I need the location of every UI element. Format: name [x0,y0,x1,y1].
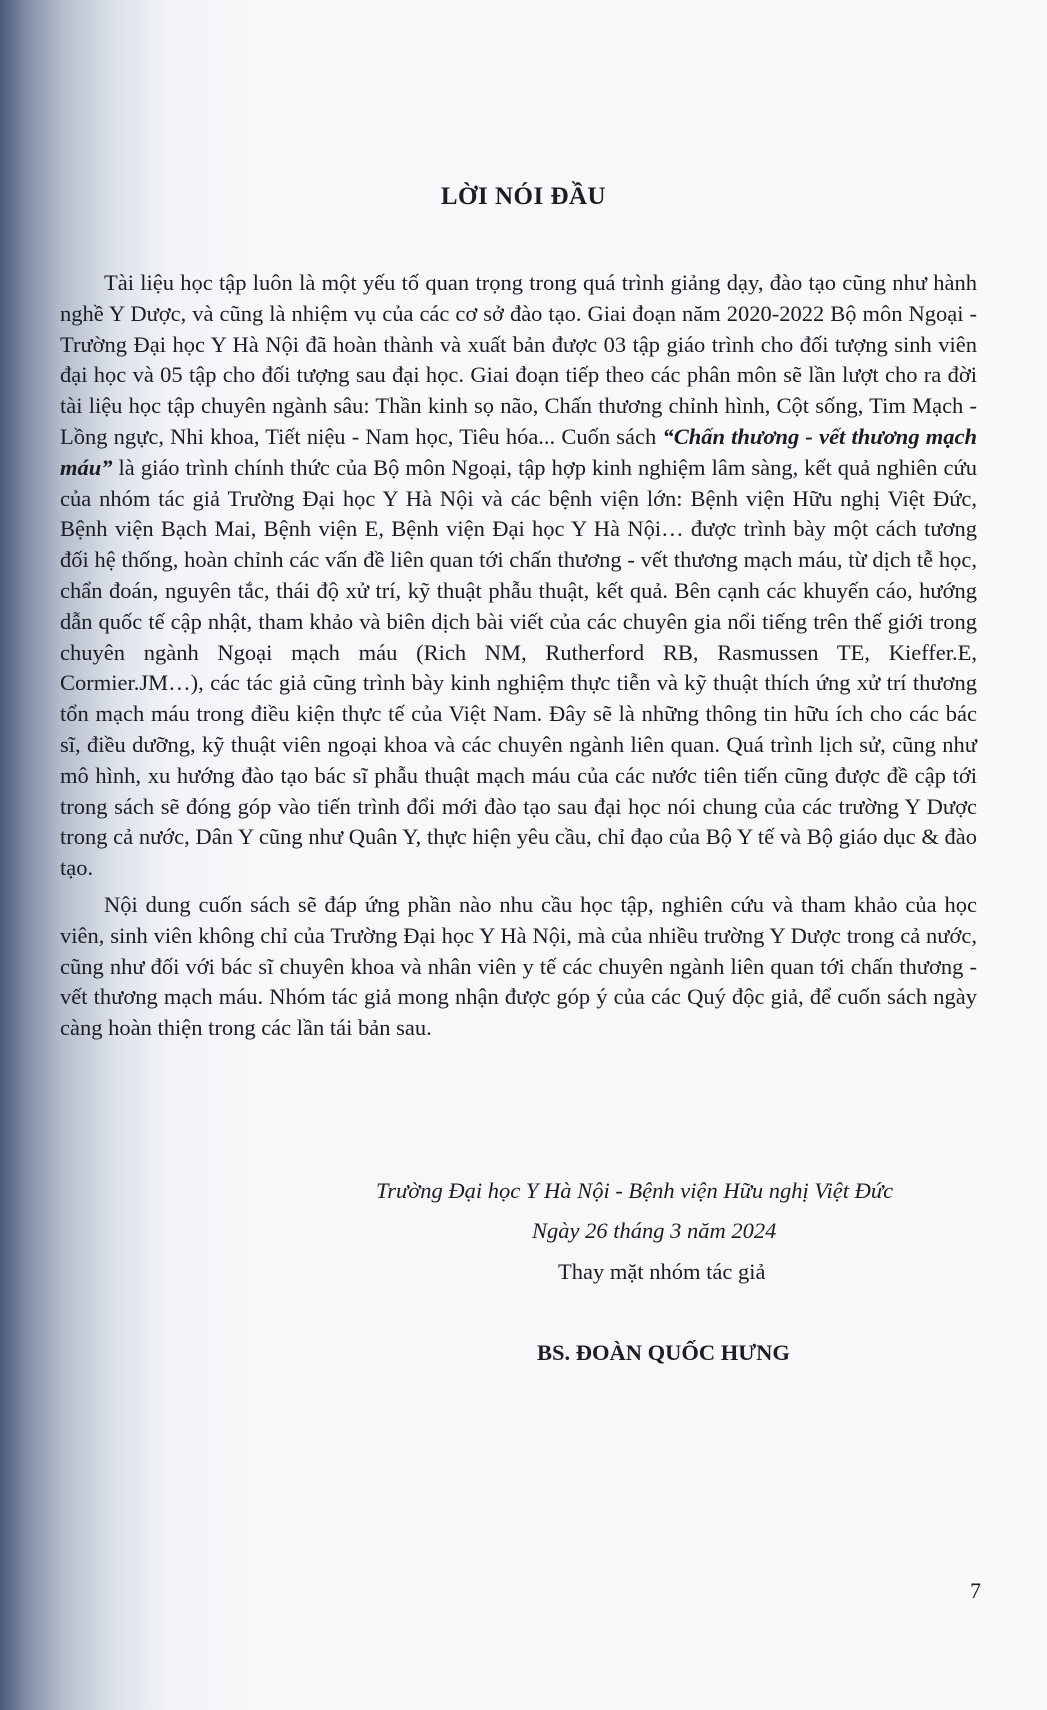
signature-name: BS. ĐOÀN QUỐC HƯNG [537,1340,790,1365]
preface-body [60,268,977,1044]
book-title: “Chấn thương - vết thương mạch máu” [60,423,977,480]
page-number: 7 [970,1578,981,1603]
paragraph-1-text-start: Tài liệu học tập luôn là một yếu tố quan trọng trong quá trình giảng dạy, đào tạo cũng như hành nghề Y Dược, và cũng là nhiệm vụ của các cơ sở đào tạo. Giai đoạn năm 2020-2022 Bộ môn Ngoại - Trường Đại học Y Hà Nội đã hoàn thành và xuất bản được 03 tập giáo trình cho đối tượng sinh viên đại học và 05 tập cho đối tượng sau đại học. Giai đoạn tiếp theo các phân môn sẽ lần lượt cho ra đời tài liệu học tập chuyên ngành sâu: Thần kinh sọ não, Chấn thương chỉnh hình, Cột sống, Tim Mạch - Lồng ngực, Nhi khoa, Tiết niệu - Nam học, Tiêu hóa... Cuốn sách [60,270,977,449]
paragraph-1-text-end: là giáo trình chính thức của Bộ môn Ngoại, tập hợp kinh nghiệm lâm sàng, kết quả nghiên cứu của nhóm tác giả Trường Đại học Y Hà Nội và các bệnh viện lớn: Bệnh viện Hữu nghị Việt Đức, Bệnh viện Bạch Mai, Bệnh viện E, Bệnh viện Đại học Y Hà Nội… được trình bày một cách tương đối hệ thống, hoàn chỉnh các vấn đề liên quan tới chấn thương - vết thương mạch máu, từ dịch tễ học, chẩn đoán, nguyên tắc, thái độ xử trí, kỹ thuật phẫu thuật, kết quả. Bên cạnh các khuyến cáo, hướng dẫn quốc tế cập nhật, tham khảo và biên dịch bài viết của các chuyên gia nổi tiếng trên thế giới trong chuyên ngành Ngoại mạch máu (Rich NM, Rutherford RB, Rasmussen TE, Kieffer.E, Cormier.JM…), các tác giả cũng trình bày kinh nghiệm thực tiễn và kỹ thuật thích ứng xử trí thương tổn mạch máu trong điều kiện thực tế của Việt Nam. Đây sẽ là những thông tin hữu ích cho các bác sĩ, điều dưỡng, kỹ thuật viên ngoại khoa và các chuyên ngành liên quan. Quá trình lịch sử, cũng như mô hình, xu hướng đào tạo bác sĩ phẫu thuật mạch máu của các nước tiên tiến cũng được đề cập tới trong sách sẽ đóng góp vào tiến trình đổi mới đào tạo sau đại học nói chung của các trường Y Dược trong cả nước, Dân Y cũng như Quân Y, thực hiện yêu cầu, chỉ đạo của Bộ Y tế và Bộ giáo dục & đào tạo. [60,454,977,881]
signature-institution: Trường Đại học Y Hà Nội - Bệnh viện Hữu nghị Việt Đức [376,1178,894,1203]
paragraph-1 [60,268,977,884]
page-title: LỜI NÓI ĐẦU [440,183,607,210]
paragraph-2: Nội dung cuốn sách sẽ đáp ứng phần nào nhu cầu học tập, nghiên cứu và tham khảo của học viên, sinh viên không chỉ của Trường Đại học Y Hà Nội, mà của nhiều trường Y Dược trong cả nước, cũng như đối với bác sĩ chuyên khoa và nhân viên y tế các chuyên ngành liên quan tới chấn thương - vết thương mạch máu. Nhóm tác giả mong nhận được góp ý của các Quý độc giả, để cuốn sách ngày càng hoàn thiện trong các lần tái bản sau. [60,891,977,1041]
signature-on-behalf: Thay mặt nhóm tác giả [558,1259,766,1284]
signature-date: Ngày 26 tháng 3 năm 2024 [532,1218,777,1243]
